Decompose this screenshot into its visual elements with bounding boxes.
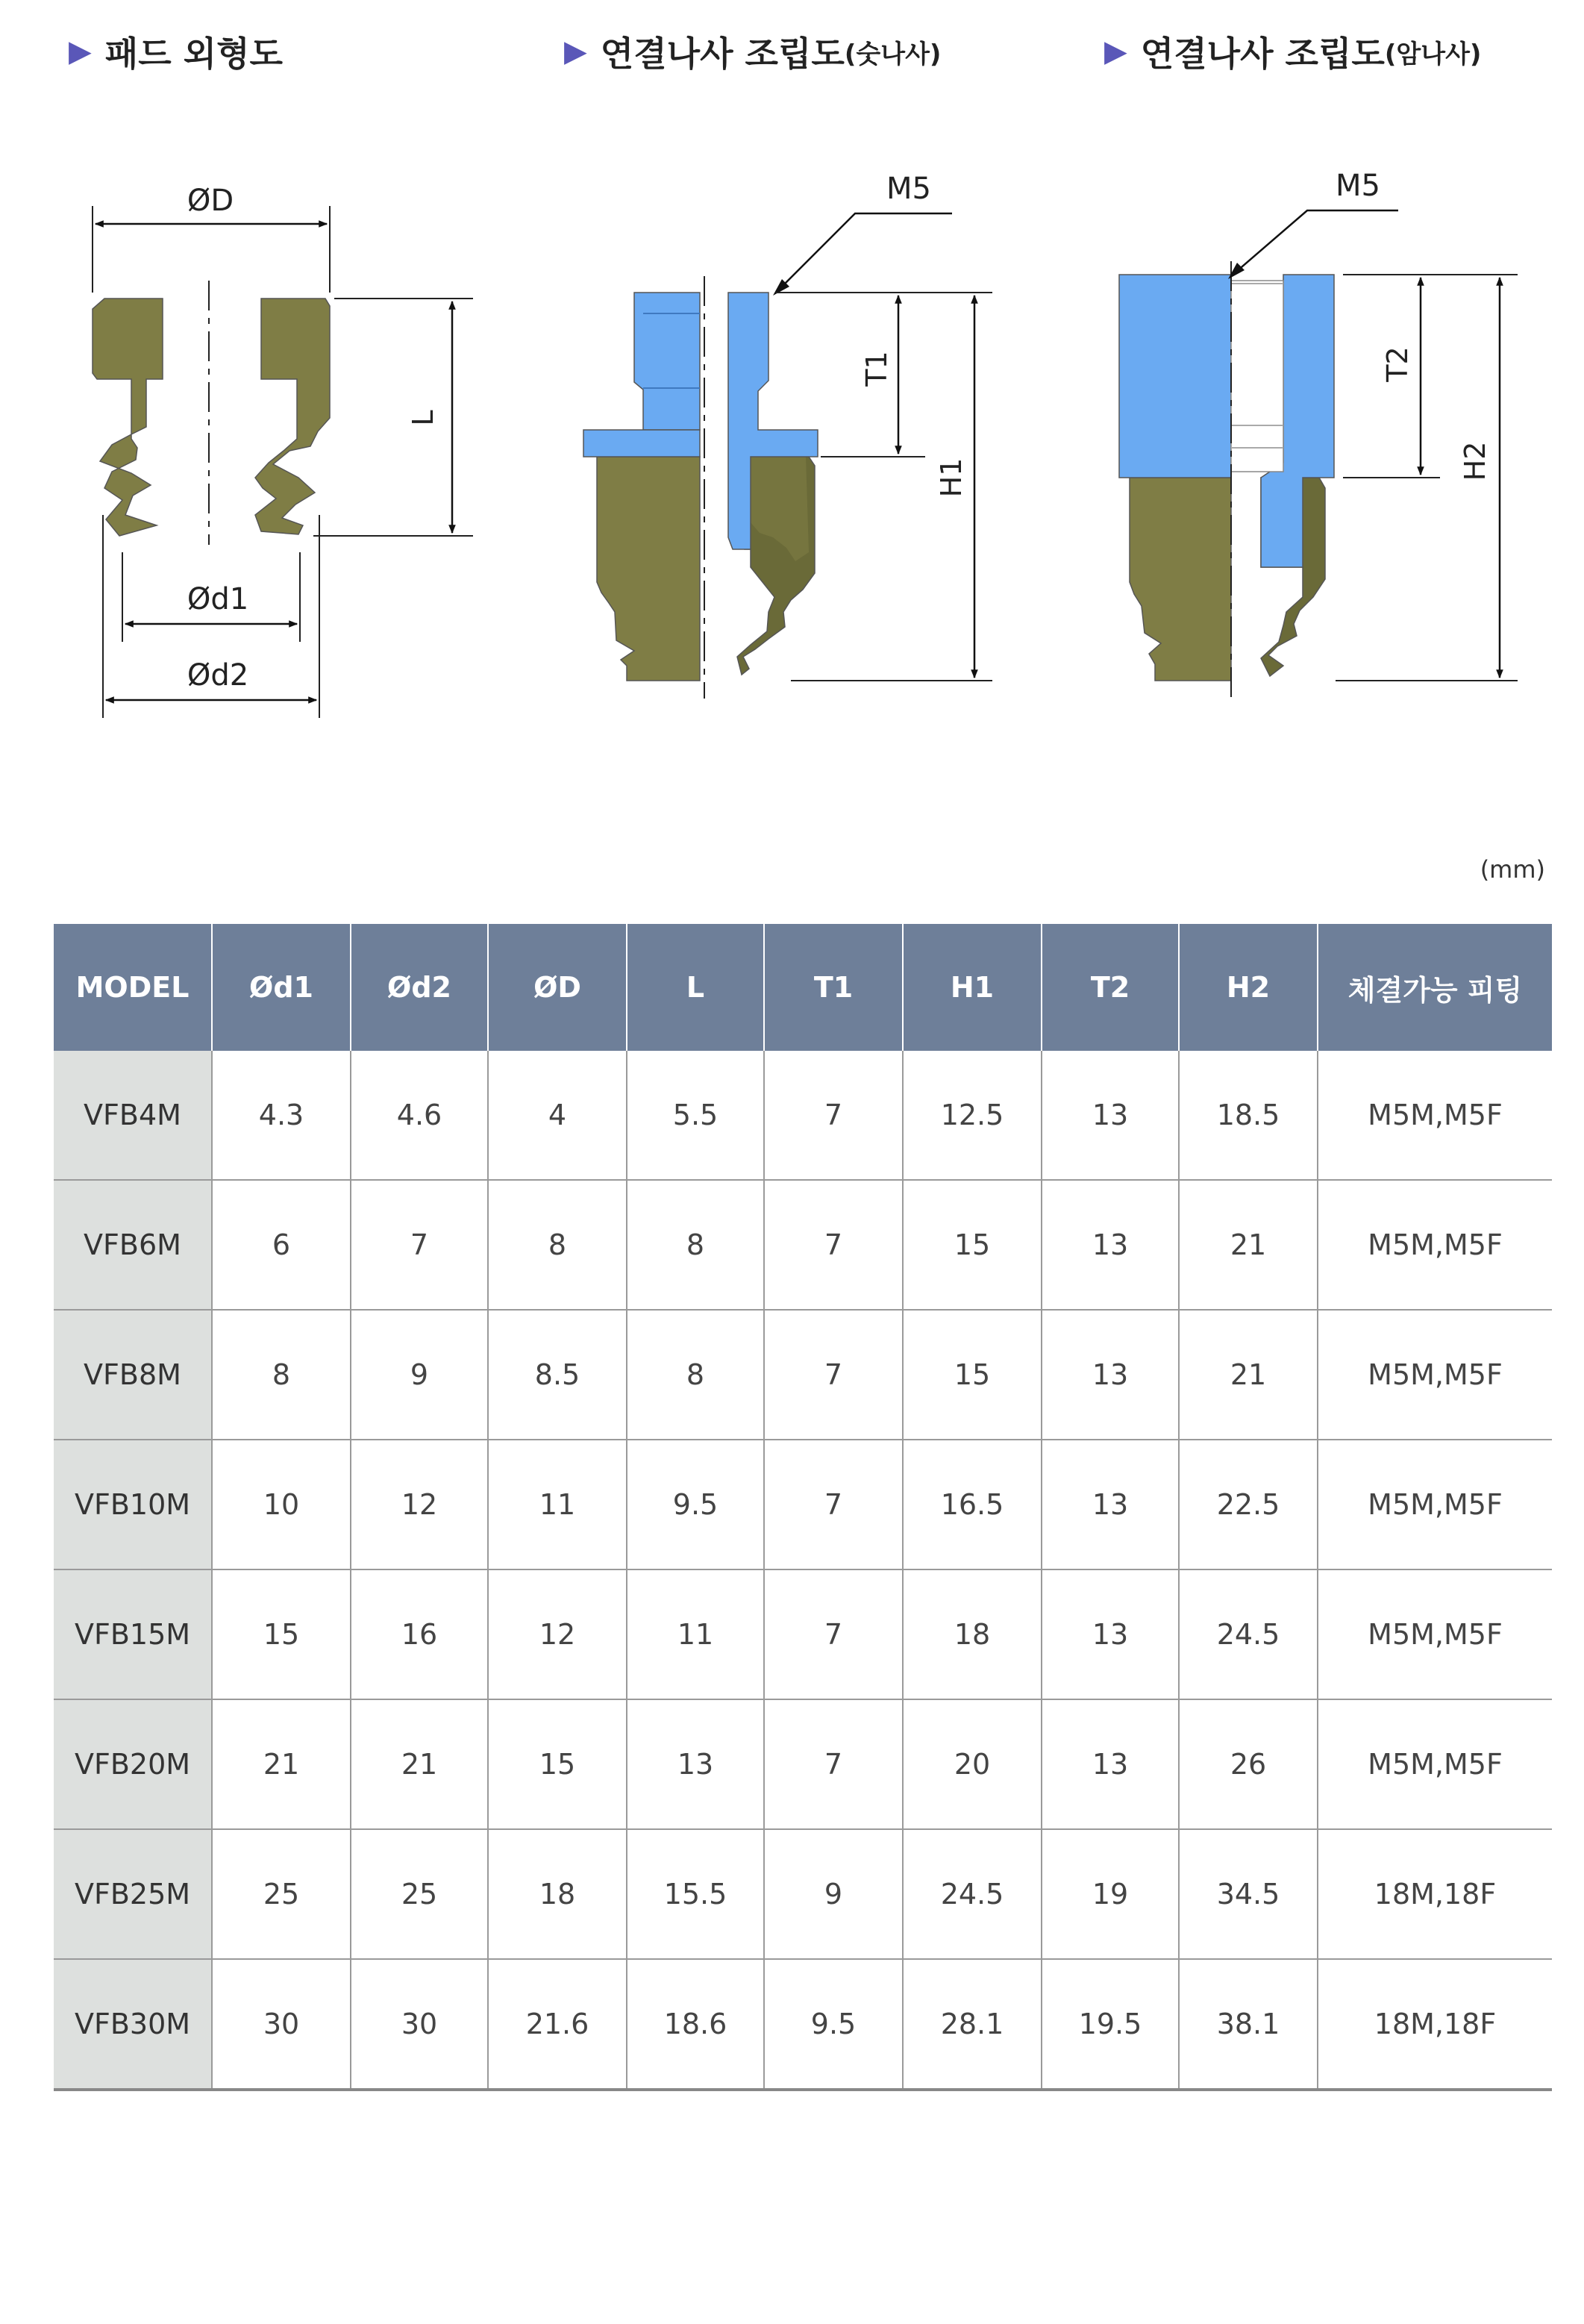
cell-h1: 28.1 xyxy=(903,1959,1042,2090)
header-h1: H1 xyxy=(903,924,1042,1051)
cell-h1: 15 xyxy=(903,1180,1042,1310)
cell-od2: 12 xyxy=(351,1440,488,1569)
cell-fitting: 18M,18F xyxy=(1318,1829,1552,1959)
triangle-bullet-icon: ▶ xyxy=(69,34,92,69)
cell-od: 12 xyxy=(488,1569,627,1699)
cell-od1: 8 xyxy=(212,1310,351,1440)
label-m5-female: M5 xyxy=(1336,169,1380,203)
header-od1: Ød1 xyxy=(212,924,351,1051)
cell-l: 11 xyxy=(627,1569,764,1699)
cell-fitting: 18M,18F xyxy=(1318,1959,1552,2090)
female-assembly-drawing xyxy=(1119,169,1518,699)
cell-t2: 13 xyxy=(1042,1440,1179,1569)
cell-fitting: M5M,M5F xyxy=(1318,1440,1552,1569)
cell-l: 18.6 xyxy=(627,1959,764,2090)
cell-t1: 7 xyxy=(764,1180,903,1310)
header-t2: T2 xyxy=(1042,924,1179,1051)
cell-t1: 9.5 xyxy=(764,1959,903,2090)
cell-fitting: M5M,M5F xyxy=(1318,1051,1552,1180)
label-od1: Ød1 xyxy=(187,582,249,616)
cell-h1: 24.5 xyxy=(903,1829,1042,1959)
cell-l: 13 xyxy=(627,1699,764,1829)
label-t1: T1 xyxy=(860,351,893,387)
cell-h1: 16.5 xyxy=(903,1440,1042,1569)
cell-od2: 16 xyxy=(351,1569,488,1699)
spec-table xyxy=(54,924,1552,2091)
cell-l: 8 xyxy=(627,1310,764,1440)
cell-od2: 21 xyxy=(351,1699,488,1829)
cell-od1: 21 xyxy=(212,1699,351,1829)
table-row xyxy=(54,1959,1552,2090)
cell-od: 8.5 xyxy=(488,1310,627,1440)
cell-l: 5.5 xyxy=(627,1051,764,1180)
rubber-left xyxy=(597,457,700,681)
section-title-text: 연결나사 조립도 xyxy=(1140,34,1385,74)
header-t1: T1 xyxy=(764,924,903,1051)
pad-left-half xyxy=(93,299,163,536)
cell-h2: 22.5 xyxy=(1179,1440,1318,1569)
cell-l: 8 xyxy=(627,1180,764,1310)
threaded-bore xyxy=(1231,281,1283,472)
cell-t2: 13 xyxy=(1042,1180,1179,1310)
cell-t1: 7 xyxy=(764,1310,903,1440)
cell-t2: 13 xyxy=(1042,1699,1179,1829)
cell-h2: 21 xyxy=(1179,1310,1318,1440)
cell-h1: 12.5 xyxy=(903,1051,1042,1180)
cell-h1: 18 xyxy=(903,1569,1042,1699)
table-row xyxy=(54,1051,1552,1180)
header-model: MODEL xyxy=(54,924,212,1051)
cell-od1: 30 xyxy=(212,1959,351,2090)
cell-t1: 7 xyxy=(764,1699,903,1829)
cell-od: 4 xyxy=(488,1051,627,1180)
cell-l: 15.5 xyxy=(627,1829,764,1959)
technical-drawings xyxy=(0,0,1584,746)
cell-h2: 26 xyxy=(1179,1699,1318,1829)
table-header-row xyxy=(54,924,1552,1051)
header-h2: H2 xyxy=(1179,924,1318,1051)
label-t2: T2 xyxy=(1381,346,1414,382)
label-l: L xyxy=(407,410,439,426)
cell-fitting: M5M,M5F xyxy=(1318,1569,1552,1699)
cell-od2: 30 xyxy=(351,1959,488,2090)
cell-od1: 10 xyxy=(212,1440,351,1569)
triangle-bullet-icon: ▶ xyxy=(1104,34,1127,69)
cell-od: 21.6 xyxy=(488,1959,627,2090)
cell-model: VFB20M xyxy=(54,1699,212,1829)
label-h1: H1 xyxy=(935,457,968,498)
cell-model: VFB15M xyxy=(54,1569,212,1699)
table-row xyxy=(54,1829,1552,1959)
cell-od1: 15 xyxy=(212,1569,351,1699)
cell-model: VFB6M xyxy=(54,1180,212,1310)
cell-fitting: M5M,M5F xyxy=(1318,1699,1552,1829)
cell-l: 9.5 xyxy=(627,1440,764,1569)
fitting-flange-left xyxy=(583,430,700,457)
label-h2: H2 xyxy=(1459,441,1491,481)
cell-h2: 21 xyxy=(1179,1180,1318,1310)
rubber-left xyxy=(1130,478,1231,681)
cell-model: VFB4M xyxy=(54,1051,212,1180)
table-row xyxy=(54,1569,1552,1699)
cell-h2: 18.5 xyxy=(1179,1051,1318,1180)
male-assembly-drawing xyxy=(583,172,992,699)
cell-od: 8 xyxy=(488,1180,627,1310)
cell-h2: 34.5 xyxy=(1179,1829,1318,1959)
cell-model: VFB25M xyxy=(54,1829,212,1959)
cell-h2: 38.1 xyxy=(1179,1959,1318,2090)
section-title-text: 연결나사 조립도 xyxy=(600,34,845,74)
cell-od1: 25 xyxy=(212,1829,351,1959)
cell-od2: 4.6 xyxy=(351,1051,488,1180)
triangle-bullet-icon: ▶ xyxy=(564,34,587,69)
table-row xyxy=(54,1180,1552,1310)
header-od2: Ød2 xyxy=(351,924,488,1051)
table-row xyxy=(54,1699,1552,1829)
cell-model: VFB8M xyxy=(54,1310,212,1440)
cell-model: VFB30M xyxy=(54,1959,212,2090)
cell-t2: 13 xyxy=(1042,1310,1179,1440)
label-m5-male: M5 xyxy=(886,172,931,206)
cell-od2: 7 xyxy=(351,1180,488,1310)
section-title-text: 패드 외형도 xyxy=(104,34,283,74)
cell-model: VFB10M xyxy=(54,1440,212,1569)
label-od2: Ød2 xyxy=(187,658,249,693)
cell-h1: 15 xyxy=(903,1310,1042,1440)
cell-t1: 7 xyxy=(764,1440,903,1569)
cell-od: 15 xyxy=(488,1699,627,1829)
cell-od2: 9 xyxy=(351,1310,488,1440)
fitting-block-left xyxy=(1119,275,1231,478)
cell-t1: 7 xyxy=(764,1051,903,1180)
cell-fitting: M5M,M5F xyxy=(1318,1310,1552,1440)
cell-t2: 13 xyxy=(1042,1051,1179,1180)
table-row xyxy=(54,1440,1552,1569)
unit-label: (mm) xyxy=(1480,855,1545,884)
cell-h1: 20 xyxy=(903,1699,1042,1829)
pad-outline-drawing xyxy=(93,184,473,718)
cell-t2: 19.5 xyxy=(1042,1959,1179,2090)
cell-od1: 4.3 xyxy=(212,1051,351,1180)
cell-t1: 9 xyxy=(764,1829,903,1959)
section-title-subtext: (숫나사) xyxy=(844,39,942,69)
cell-t2: 19 xyxy=(1042,1829,1179,1959)
table-row xyxy=(54,1310,1552,1440)
cell-od2: 25 xyxy=(351,1829,488,1959)
cell-t1: 7 xyxy=(764,1569,903,1699)
pad-right-half xyxy=(255,299,330,534)
cell-fitting: M5M,M5F xyxy=(1318,1180,1552,1310)
header-od: ØD xyxy=(488,924,627,1051)
header-l: L xyxy=(627,924,764,1051)
header-fitting: 체결가능 피팅 xyxy=(1318,924,1552,1051)
section-title-subtext: (암나사) xyxy=(1384,39,1482,69)
cell-od: 11 xyxy=(488,1440,627,1569)
cell-od1: 6 xyxy=(212,1180,351,1310)
cell-t2: 13 xyxy=(1042,1569,1179,1699)
cell-h2: 24.5 xyxy=(1179,1569,1318,1699)
cell-od: 18 xyxy=(488,1829,627,1959)
label-od: ØD xyxy=(187,184,234,218)
